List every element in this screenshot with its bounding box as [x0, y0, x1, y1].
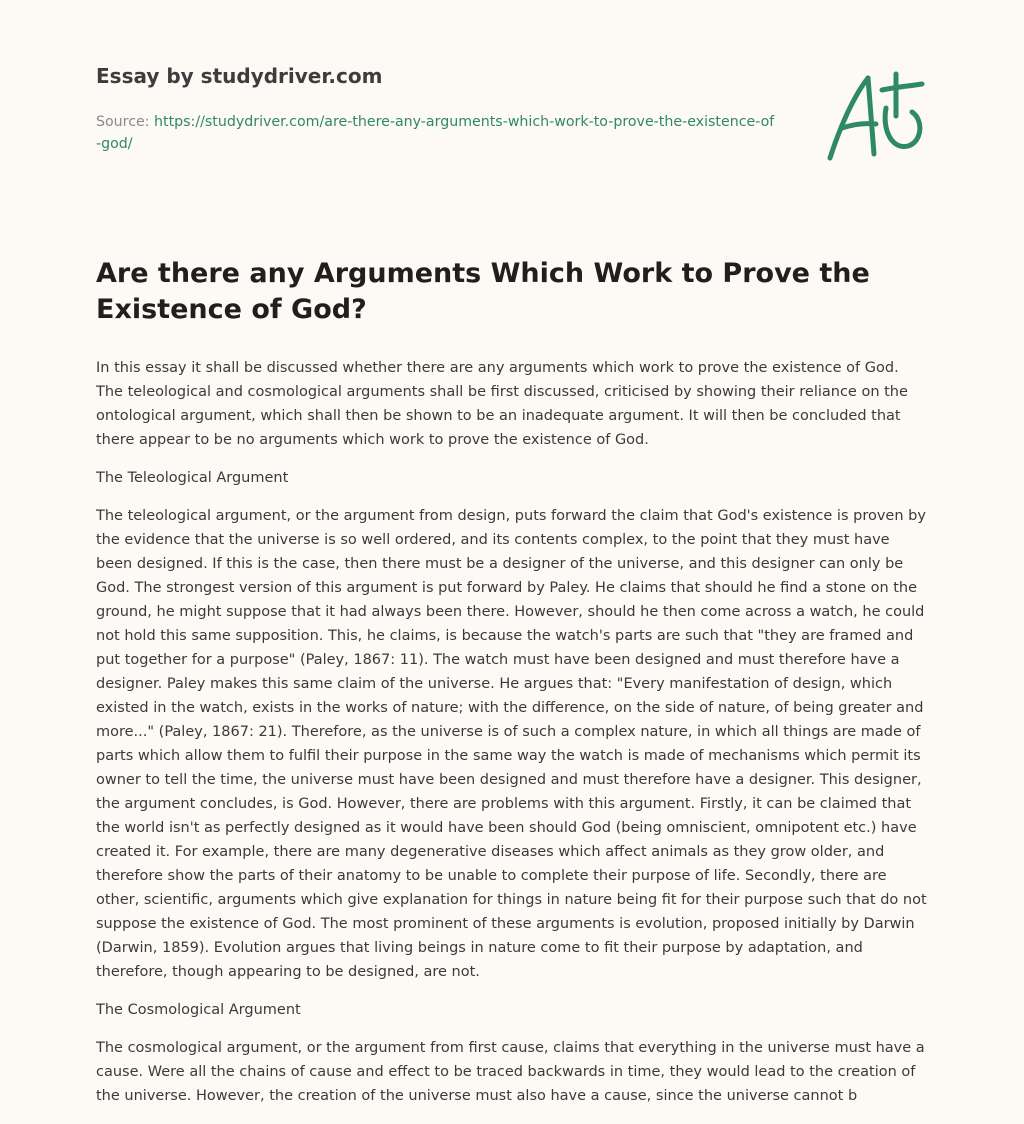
source-link[interactable]: https://studydriver.com/are-there-any-arguments-which-work-to-prove-the-existence-of-god/	[96, 114, 775, 152]
source-label: Source:	[96, 114, 155, 130]
section-heading-teleological: The Teleological Argument	[96, 470, 289, 486]
source-line	[96, 111, 776, 155]
cosmological-paragraph: The cosmological argument, or the argument from first cause, claims that everything in the universe must have a cause. Were all the chains of cause and effect to be traced backwards in time, they would lead to the creation of the universe. However, the creation of the universe must also have a cause, since the universe cannot b	[96, 1040, 925, 1104]
essay-title: Are there any Arguments Which Work to Prove the Existence of God?	[96, 258, 870, 325]
logo-plus-horizontal	[882, 84, 922, 90]
section-heading-cosmological: The Cosmological Argument	[96, 1002, 301, 1018]
logo-swirl	[885, 108, 920, 147]
essay-body	[96, 356, 930, 1122]
teleological-paragraph: The teleological argument, or the argument from design, puts forward the claim that God's existence is proven by the evidence that the universe is so well ordered, and its contents complex, to the point that they must have been designed. If this is the case, then there must be a designer of the universe, and this designer can only be God. The strongest version of this argument is put forward by Paley. He claims that should he find a stone on the ground, he might suppose that it had always been there. However, should he then come across a watch, he could not hold this same supposition. This, he claims, is because the watch's parts are such that "they are framed and put together for a purpose" (Paley, 1867: 11). The watch must have been designed and must therefore have a designer. Paley makes this same claim of the universe. He argues that: "Every manifestation of design, which existed in the watch, exists in the works of nature; with the difference, on the side of nature, of being greater and more..." (Paley, 1867: 21). Therefore, as the universe is of such a complex nature, in which all things are made of parts which allow them to fulfil their purpose in the same way the watch is made of mechanisms which permit its owner to tell the time, the universe must have been designed and must therefore have a designer. This designer, the argument concludes, is God. However, there are problems with this argument. Firstly, it can be claimed that the world isn't as perfectly designed as it would have been should God (being omniscient, omnipotent etc.) have created it. For example, there are many degenerative diseases which affect animals as they grow older, and therefore show the parts of their anatomy to be unable to complete their purpose of life. Secondly, there are other, scientific, arguments which give explanation for things in nature being fit for their purpose such that do not suppose the existence of God. The most prominent of these arguments is evolution, proposed initially by Darwin (Darwin, 1859). Evolution argues that living beings in nature come to fit their purpose by adaptation, and therefore, though appearing to be designed, are not.	[96, 508, 927, 980]
site-title: Essay by studydriver.com	[96, 64, 383, 88]
intro-paragraph: In this essay it shall be discussed whether there are any arguments which work to prove the existence of God. The teleological and cosmological arguments shall be first discussed, criticised by showing their reliance on the ontological argument, which shall then be shown to be an inadequate argument. It will then be concluded that there appear to be no arguments which work to prove the existence of God.	[96, 360, 908, 448]
a-plus-logo	[824, 68, 928, 164]
logo-a-left-stroke	[830, 78, 868, 158]
logo-a-right-stroke	[868, 78, 874, 154]
